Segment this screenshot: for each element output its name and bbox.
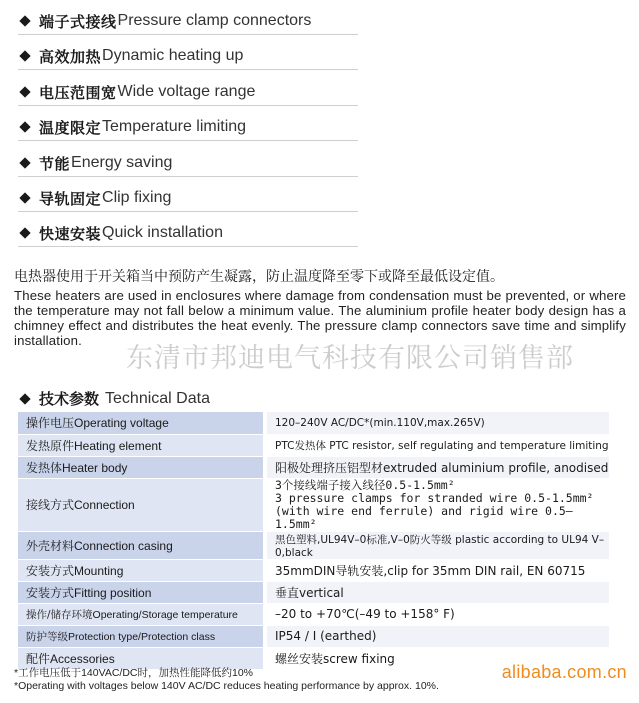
- spec-label-cn: 外壳材料: [26, 538, 75, 553]
- spec-label: [18, 603, 265, 625]
- diamond-bullet-icon: [19, 157, 30, 168]
- spec-label-en: Operating/Storage temperature: [92, 608, 238, 621]
- spec-label-en: Operating voltage: [74, 416, 169, 431]
- spec-label-cn: 发热原件: [26, 438, 75, 453]
- feature-item: [18, 114, 358, 141]
- spec-value: 阳极处理挤压铝型材extruded aluminium profile, anodised: [265, 456, 609, 478]
- feature-cn: 快速安装: [39, 224, 102, 243]
- spec-label-cn: 安装方式: [26, 585, 75, 600]
- spec-label-cn: 接线方式: [26, 498, 75, 512]
- company-watermark: 东清市邦迪电气科技有限公司销售部: [126, 343, 574, 374]
- footnote-cn: *工作电压低于140VAC/DC时，加热性能降低约10%: [14, 667, 254, 679]
- diamond-bullet-icon: [19, 192, 30, 203]
- feature-en: Dynamic heating up: [102, 47, 244, 64]
- feature-cn: 高效加热: [39, 47, 102, 66]
- table-row: [18, 559, 609, 581]
- table-row: [18, 603, 609, 625]
- spec-value-line: 3个接线端子接入线径0.5-1.5mm²: [275, 477, 455, 492]
- tech-data-heading: [18, 388, 210, 409]
- feature-cn: 电压范围宽: [39, 83, 117, 102]
- diamond-bullet-icon: [19, 393, 30, 404]
- spec-value-line: 3 pressure clamps for stranded wire 0.5-1.5mm²: [275, 490, 594, 505]
- spec-label: [18, 625, 265, 647]
- spec-label: [18, 531, 265, 559]
- diamond-bullet-icon: [19, 121, 30, 132]
- spec-label-en: Fitting position: [74, 585, 152, 600]
- spec-label-en: Accessories: [50, 651, 115, 666]
- spec-value: 120–240V AC/DC*(min.110V,max.265V): [265, 412, 609, 434]
- diamond-bullet-icon: [19, 86, 30, 97]
- table-row: [18, 478, 609, 531]
- table-row: [18, 434, 609, 456]
- spec-label-cn: 安装方式: [26, 563, 75, 578]
- feature-cn: 端子式接线: [39, 12, 117, 31]
- table-row: [18, 581, 609, 603]
- spec-label-cn: 操作/储存环境: [26, 608, 93, 621]
- feature-en: Pressure clamp connectors: [117, 12, 312, 29]
- spec-label-en: Mounting: [74, 563, 124, 578]
- feature-item: [18, 43, 358, 70]
- feature-en: Quick installation: [102, 224, 223, 241]
- tech-title-cn: 技术参数: [39, 390, 100, 408]
- spec-label: [18, 434, 265, 456]
- spec-value: –20 to +70℃(–49 to +158° F): [265, 603, 609, 625]
- feature-en: Wide voltage range: [117, 83, 256, 100]
- table-row: [18, 625, 609, 647]
- spec-label-en: Protection type/Protection class: [68, 630, 216, 643]
- table-row: [18, 456, 609, 478]
- description-cn: 电热器使用于开关箱当中预防产生凝露，防止温度降至零下或降至最低设定值。: [14, 269, 504, 285]
- spec-value-line: (with wire end ferrule) and rigid wire 0.5–1.5mm²: [275, 503, 573, 531]
- feature-cn: 节能: [39, 154, 71, 173]
- diamond-bullet-icon: [19, 15, 30, 26]
- spec-label: [18, 559, 265, 581]
- feature-item: [18, 220, 358, 247]
- tech-title-en: Technical Data: [105, 389, 210, 407]
- spec-label-cn: 操作电压: [26, 416, 75, 431]
- spec-label-cn: 配件: [26, 651, 51, 666]
- spec-label-en: Heater body: [62, 460, 128, 475]
- feature-en: Energy saving: [71, 154, 173, 171]
- spec-label-cn: 防护等级: [26, 630, 68, 643]
- spec-label: [18, 412, 265, 434]
- feature-cn: 导轨固定: [39, 189, 102, 208]
- diamond-bullet-icon: [19, 227, 30, 238]
- spec-value: [265, 478, 609, 531]
- feature-item: [18, 185, 358, 212]
- feature-item: [18, 79, 358, 106]
- feature-item: [18, 150, 358, 177]
- table-row: [18, 412, 609, 434]
- feature-cn: 温度限定: [39, 118, 102, 137]
- spec-label-en: Connection casing: [74, 538, 173, 553]
- spec-label-cn: 发热体: [26, 460, 63, 475]
- spec-label: [18, 478, 265, 531]
- feature-item: [18, 8, 358, 35]
- description-en: These heaters are used in enclosures where damage from condensation must be prevented, or where the temperature may not fall below a minimum value. The aluminium profile heater body design has a chimney effect and distributes the heat evenly. The pressure clamp connectors save time and simplify installation.: [14, 288, 626, 348]
- feature-en: Temperature limiting: [102, 118, 247, 135]
- spec-value: PTC发热体 PTC resistor, self regulating and temperature limiting: [265, 434, 609, 456]
- spec-value: IP54 / I (earthed): [265, 625, 609, 647]
- site-watermark: alibaba.com.cn: [501, 662, 627, 682]
- diamond-bullet-icon: [19, 50, 30, 61]
- footnote-en: *Operating with voltages below 140V AC/DC reduces heating performance by approx. 10%.: [14, 680, 439, 692]
- spec-label-en: Connection: [74, 498, 135, 512]
- spec-value: 螺丝安装screw fixing: [265, 647, 609, 669]
- spec-value: 黑色塑料,UL94V–0标准,V–0防火等级 plastic according to UL94 V–0,black: [265, 531, 609, 559]
- spec-table: [18, 412, 609, 670]
- spec-label: [18, 581, 265, 603]
- table-row: [18, 531, 609, 559]
- spec-label-en: Heating element: [74, 438, 162, 453]
- spec-value: 垂直vertical: [265, 581, 609, 603]
- feature-en: Clip fixing: [102, 189, 172, 206]
- spec-value: 35mmDIN导轨安装,clip for 35mm DIN rail, EN 60715: [265, 559, 609, 581]
- spec-label: [18, 456, 265, 478]
